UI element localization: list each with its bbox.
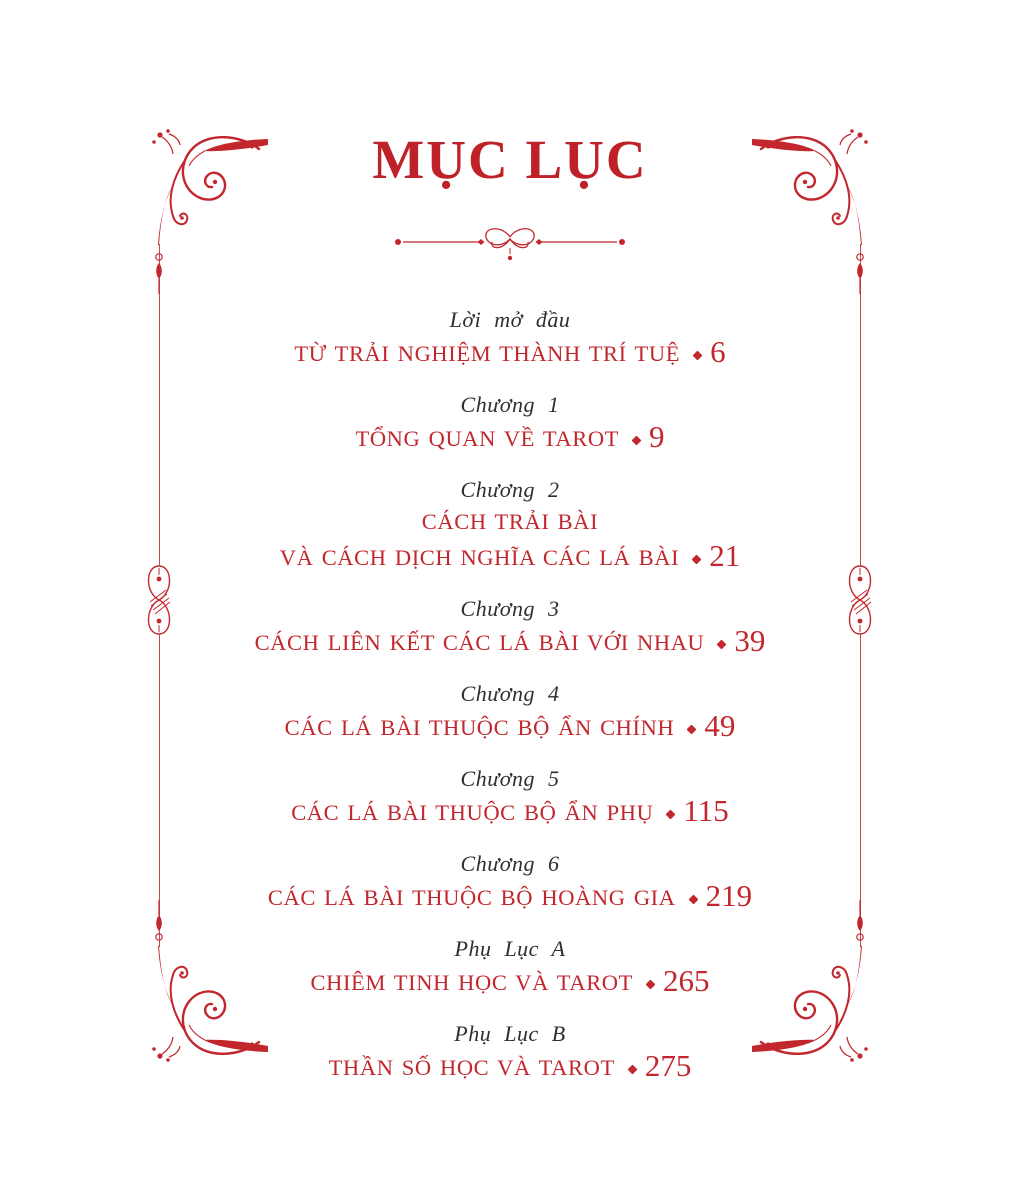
toc-entry-label: Phụ Lục A: [454, 936, 566, 961]
toc-entry-title-line: [0, 335, 1020, 371]
toc-entry-title-line: [0, 709, 1020, 745]
diamond-bullet-icon: [627, 1064, 637, 1074]
diamond-bullet-icon: [717, 639, 727, 649]
toc-entry-title-line: [0, 794, 1020, 830]
toc-entry-title-line: [0, 505, 1020, 539]
toc-entry-label: Chương 5: [460, 766, 560, 791]
toc-entry-label: Chương 6: [460, 851, 560, 876]
toc-entry-label: Lời mở đầu: [449, 307, 571, 332]
toc-entry-label: Chương 2: [460, 477, 560, 502]
toc-entry-page-number: 6: [710, 334, 726, 369]
diamond-bullet-icon: [632, 435, 642, 445]
toc-entry-label: Chương 1: [460, 392, 560, 417]
toc-entry-title: THẦN SỐ HỌC VÀ TAROT: [328, 1055, 615, 1080]
toc-entry: [0, 934, 1020, 1000]
diamond-bullet-icon: [688, 894, 698, 904]
toc-entry-title-line: [0, 1049, 1020, 1085]
diamond-bullet-icon: [693, 350, 703, 360]
toc-entry-page-number: 39: [734, 623, 766, 658]
toc-entry-title-line: [0, 624, 1020, 660]
toc-entry: [0, 594, 1020, 660]
toc-entry-page-number: 275: [644, 1048, 692, 1083]
table-of-contents: [0, 305, 1020, 1104]
toc-entry: [0, 679, 1020, 745]
toc-entry: [0, 475, 1020, 575]
toc-entry-title: VÀ CÁCH DỊCH NGHĨA CÁC LÁ BÀI: [279, 545, 680, 570]
toc-entry-label: Phụ Lục B: [454, 1021, 566, 1046]
toc-entry-label: Chương 4: [460, 681, 560, 706]
diamond-bullet-icon: [692, 554, 702, 564]
diamond-bullet-icon: [666, 809, 676, 819]
toc-entry: [0, 390, 1020, 456]
toc-entry: [0, 849, 1020, 915]
toc-entry: [0, 1019, 1020, 1085]
page-title: MỤC LỤC: [372, 129, 648, 190]
toc-entry-title: TỔNG QUAN VỀ TAROT: [355, 426, 620, 451]
toc-entry-page-number: 265: [663, 963, 710, 998]
toc-entry: [0, 764, 1020, 830]
toc-entry-title: CÁCH TRẢI BÀI: [421, 509, 599, 534]
toc-entry-page-number: 115: [683, 793, 729, 828]
toc-entry-title: CÁC LÁ BÀI THUỘC BỘ ẨN CHÍNH: [284, 715, 675, 740]
toc-entry-title-line: [0, 420, 1020, 456]
toc-entry-page-number: 9: [649, 419, 665, 454]
toc-entry-title: CHIÊM TINH HỌC VÀ TAROT: [310, 970, 633, 995]
toc-entry-title: CÁC LÁ BÀI THUỘC BỘ ẨN PHỤ: [291, 800, 654, 825]
diamond-bullet-icon: [687, 724, 697, 734]
toc-entry-title-line: [0, 964, 1020, 1000]
toc-entry-title-line: [0, 879, 1020, 915]
toc-entry-page-number: 21: [709, 538, 741, 573]
toc-entry-title-line: [0, 539, 1020, 575]
toc-entry-label: Chương 3: [460, 596, 560, 621]
calligraphic-divider-icon: [0, 221, 1020, 270]
toc-entry: [0, 305, 1020, 371]
toc-entry-title: CÁC LÁ BÀI THUỘC BỘ HOÀNG GIA: [267, 885, 676, 910]
toc-entry-title: TỪ TRẢI NGHIỆM THÀNH TRÍ TUỆ: [294, 341, 681, 366]
toc-entry-page-number: 49: [704, 708, 736, 743]
toc-entry-page-number: 219: [705, 878, 753, 913]
toc-entry-title: CÁCH LIÊN KẾT CÁC LÁ BÀI VỚI NHAU: [254, 630, 705, 655]
diamond-bullet-icon: [646, 979, 656, 989]
